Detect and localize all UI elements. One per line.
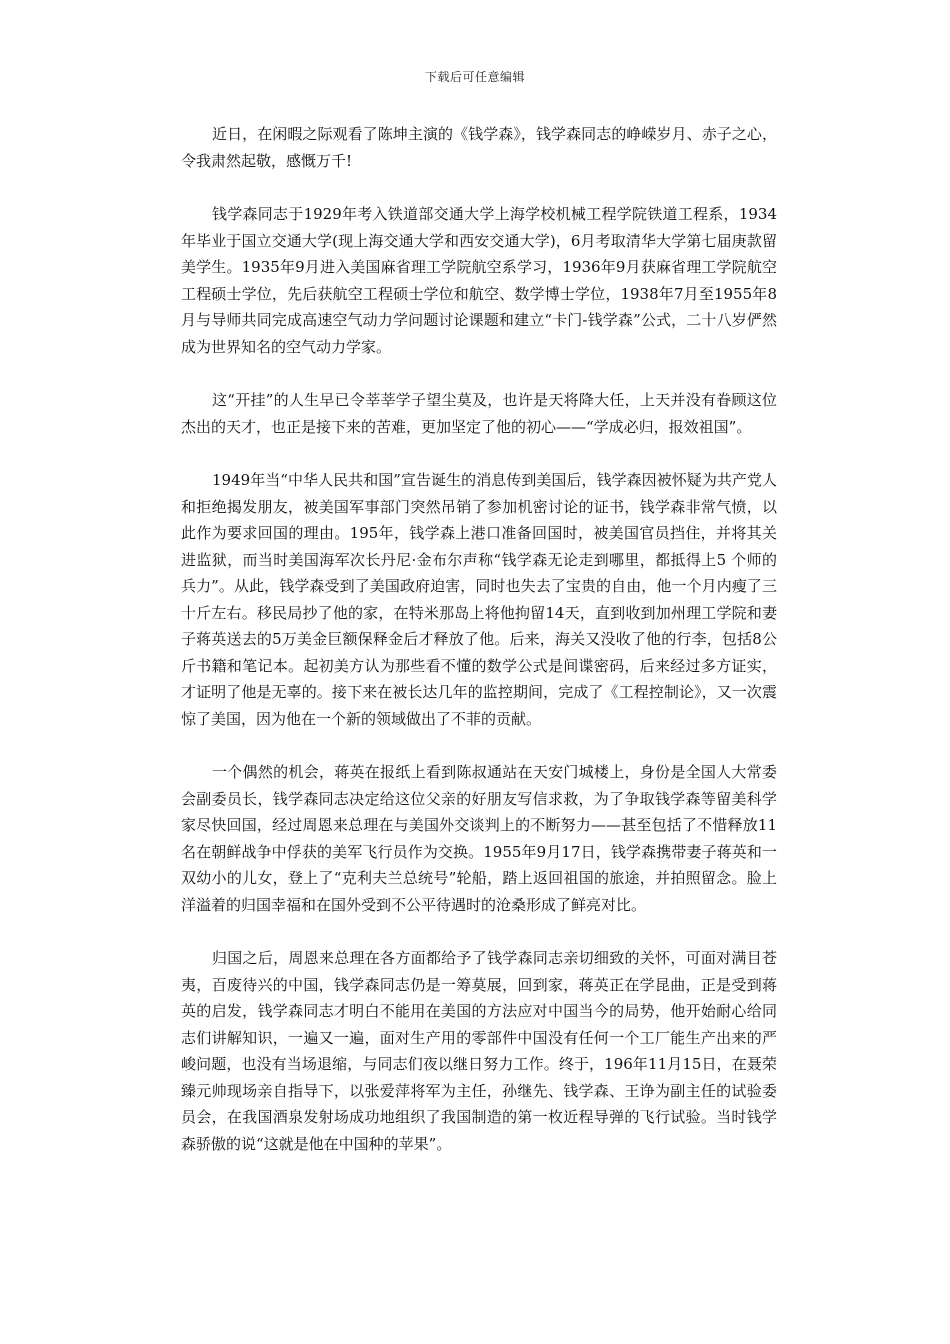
paragraph-education: 钱学森同志于1929年考入铁道部交通大学上海学校机械工程学院铁道工程系，1934年毕业于国立交通大学(现上海交通大学和西安交通大学)，6月考取清华大学第七届庚款留美学生。1935年9月进入美国麻省理工学院航空系学习，1936年9月获麻省理工学院航空工程硕士学位，先后获航空工程硕士学位和航空、数学博士学位，1938年7月至1955年8月与导师共同完成高速空气动力学问题讨论课题和建立“卡门-钱学森”公式，二十八岁俨然成为世界知名的空气动力学家。 [181, 205, 777, 356]
paragraph-turning-point: 这“开挂”的人生早已令莘莘学子望尘莫及，也许是天将降大任，上天并没有眷顾这位杰出的天才，也正是接下来的苦难，更加坚定了他的初心——“学成必归，报效祖国”。 [181, 391, 777, 436]
paragraph-achievement: 归国之后，周恩来总理在各方面都给予了钱学森同志亲切细致的关怀，可面对满目苍夷，百废待兴的中国，钱学森同志仍是一筹莫展，回到家，蒋英正在学昆曲，正是受到蒋英的启发，钱学森同志才明白不能用在美国的方法应对中国当今的局势，他开始耐心给同志们讲解知识，一遍又一遍，面对生产用的零部件中国没有任何一个工厂能生产出来的严峻问题，也没有当场退缩，与同志们夜以继日努力工作。终于，196年11月15日，在聂荣臻元帅现场亲自指导下，以张爱萍将军为主任，孙继先、钱学森、王诤为副主任的试验委员会，在我国酒泉发射场成功地组织了我国制造的第一枚近程导弹的飞行试验。当时钱学森骄傲的说“这就是他在中国种的苹果”。 [181, 949, 777, 1153]
paragraph-intro: 近日，在闲暇之际观看了陈坤主演的《钱学森》，钱学森同志的峥嵘岁月、赤子之心，令我肃然起敬，感慨万千! [181, 125, 777, 170]
paragraph-detention: 1949年当“中华人民共和国”宣告诞生的消息传到美国后，钱学森因被怀疑为共产党人和拒绝揭发朋友，被美国军事部门突然吊销了参加机密讨论的证书，钱学森非常气愤，以此作为要求回国的理由。195年，钱学森上港口准备回国时，被美国官员挡住，并将其关进监狱，而当时美国海军次长丹尼·金布尔声称“钱学森无论走到哪里，都抵得上5 个师的兵力”。从此，钱学森受到了美国政府迫害，同时也失去了宝贵的自由，他一个月内瘦了三十斤左右。移民局抄了他的家，在特米那岛上将他拘留14天，直到收到加州理工学院和妻子蒋英送去的5万美金巨额保释金后才释放了他。后来，海关又没收了他的行李，包括8公斤书籍和笔记本。起初美方认为那些看不懂的数学公式是间谍密码，后来经过多方证实，才证明了他是无辜的。接下来在被长达几年的监控期间，完成了《工程控制论》，又一次震惊了美国，因为他在一个新的领域做出了不菲的贡献。 [181, 471, 777, 728]
article-body [181, 121, 777, 1184]
paragraph-return: 一个偶然的机会，蒋英在报纸上看到陈叔通站在天安门城楼上，身份是全国人大常委会副委员长，钱学森同志决定给这位父亲的好朋友写信求救，为了争取钱学森等留美科学家尽快回国，经过周恩来总理在与美国外交谈判上的不断努力——甚至包括了不惜释放11名在朝鲜战争中俘获的美军飞行员作为交换。1955年9月17日，钱学森携带妻子蒋英和一双幼小的儿女，登上了“克利夫兰总统号”轮船，踏上返回祖国的旅途，并拍照留念。脸上洋溢着的归国幸福和在国外受到不公平待遇时的沧桑形成了鲜亮对比。 [181, 763, 777, 914]
header-note: 下载后可任意编辑 [424, 70, 525, 84]
